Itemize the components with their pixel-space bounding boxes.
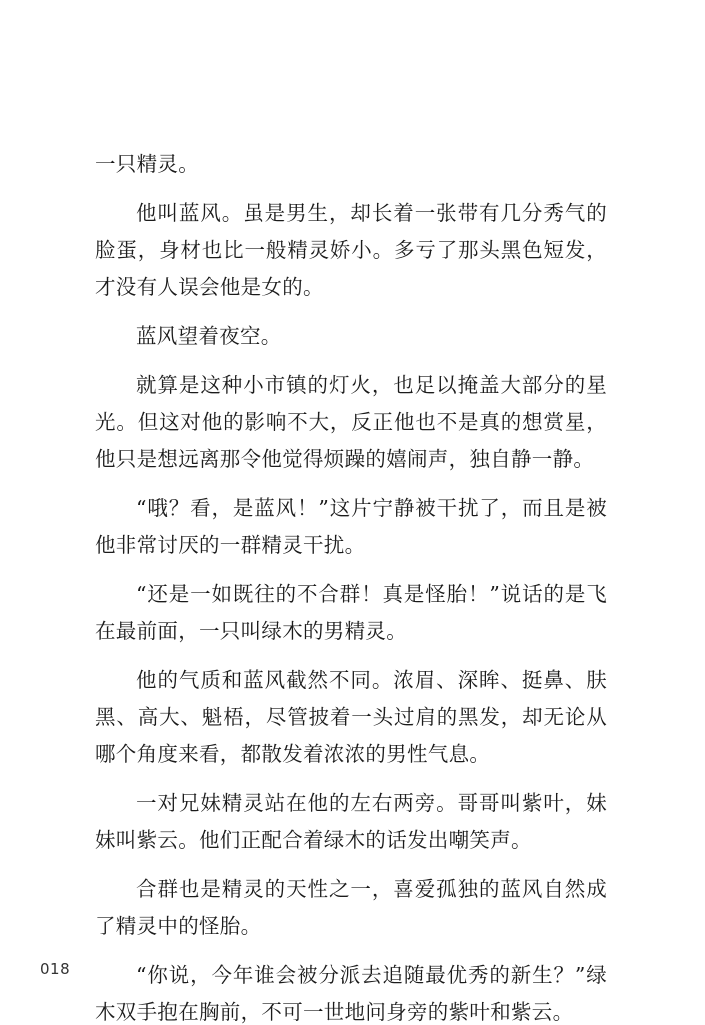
paragraph: 他叫蓝风。虽是男生，却长着一张带有几分秀气的脸蛋，身材也比一般精灵娇小。多亏了那头黑色短发，才没有人误会他是女的。 — [95, 201, 607, 299]
paragraph: “哦？看，是蓝风！”这片宁静被干扰了，而且是被他非常讨厌的一群精灵干扰。 — [95, 496, 607, 557]
paragraph: 他的气质和蓝风截然不同。浓眉、深眸、挺鼻、肤黑、高大、魁梧，尽管披着一头过肩的黑发，却无论从哪个角度来看，都散发着浓浓的男性气息。 — [95, 668, 607, 766]
page-number: 018 — [40, 960, 71, 978]
paragraph: “还是一如既往的不合群！真是怪胎！”说话的是飞在最前面，一只叫绿木的男精灵。 — [95, 582, 607, 643]
body-text — [95, 146, 607, 1025]
paragraph: 蓝风望着夜空。 — [136, 324, 282, 348]
paragraph: 合群也是精灵的天性之一，喜爱孤独的蓝风自然成了精灵中的怪胎。 — [95, 877, 607, 938]
paragraph: 就算是这种小市镇的灯火，也足以掩盖大部分的星光。但这对他的影响不大，反正他也不是真的想赏星，他只是想远离那令他觉得烦躁的嬉闹声，独自静一静。 — [95, 373, 607, 471]
paragraph: “你说，今年谁会被分派去追随最优秀的新生？”绿木双手抱在胸前，不可一世地问身旁的紫叶和紫云。 — [95, 963, 607, 1024]
paragraph: 一对兄妹精灵站在他的左右两旁。哥哥叫紫叶，妹妹叫紫云。他们正配合着绿木的话发出嘲笑声。 — [95, 791, 607, 852]
paragraph: 一只精灵。 — [95, 152, 199, 176]
